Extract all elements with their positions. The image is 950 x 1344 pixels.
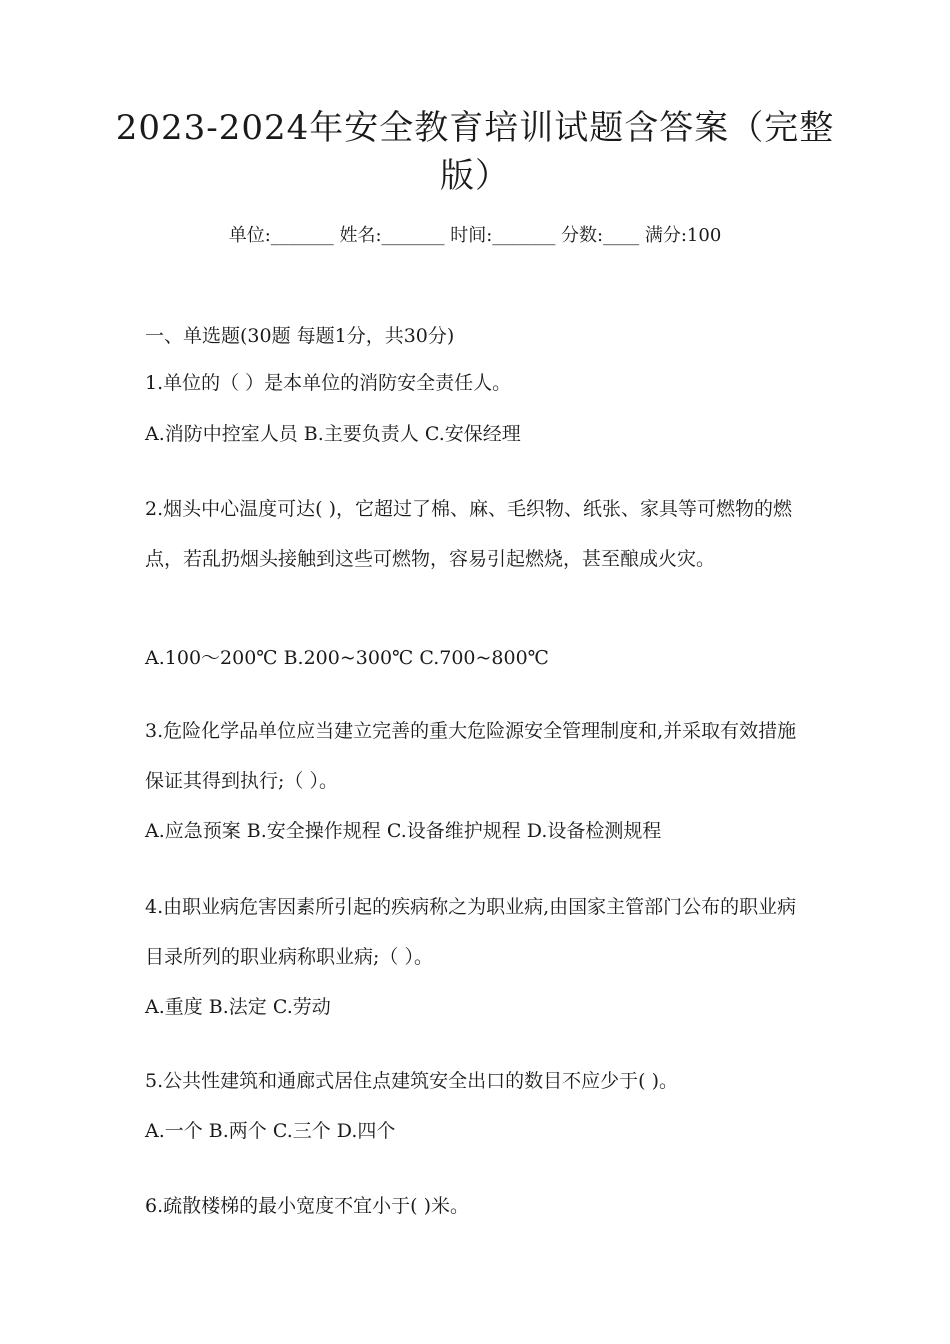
question-5-options: A.一个 B.两个 C.三个 D.四个: [145, 1120, 396, 1142]
question-6-stem: 6.疏散楼梯的最小宽度不宜小于( )米。: [145, 1195, 469, 1217]
question-4-stem: 4.由职业病危害因素所引起的疾病称之为职业病,由国家主管部门公布的职业病目录所列的职业病称职业病;（ ）。: [145, 896, 797, 968]
question-4-options: A.重度 B.法定 C.劳动: [145, 996, 331, 1018]
question-3-options: A.应急预案 B.安全操作规程 C.设备维护规程 D.设备检测规程: [145, 820, 662, 842]
document-title: 2023-2024年安全教育培训试题含答案（完整版）: [115, 108, 835, 196]
question-1-options: A.消防中控室人员 B.主要负责人 C.安保经理: [145, 423, 521, 445]
question-2-options: A.100～200℃ B.200~300℃ C.700~800℃: [145, 647, 549, 669]
exam-info-line: 单位:_______ 姓名:_______ 时间:_______ 分数:____ 满分:100: [228, 225, 722, 246]
section-heading: 一、单选题(30题 每题1分，共30分): [145, 325, 455, 347]
question-2-stem: 2.烟头中心温度可达( )，它超过了棉、麻、毛织物、纸张、家具等可燃物的燃点，若乱扔烟头接触到这些可燃物，容易引起燃烧，甚至酿成火灾。: [145, 498, 792, 570]
question-3-stem: 3.危险化学品单位应当建立完善的重大危险源安全管理制度和,并采取有效措施保证其得到执行;（ ）。: [145, 720, 797, 792]
question-1-stem: 1.单位的（ ）是本单位的消防安全责任人。: [145, 372, 512, 394]
question-5-stem: 5.公共性建筑和通廊式居住点建筑安全出口的数目不应少于( )。: [145, 1070, 678, 1092]
